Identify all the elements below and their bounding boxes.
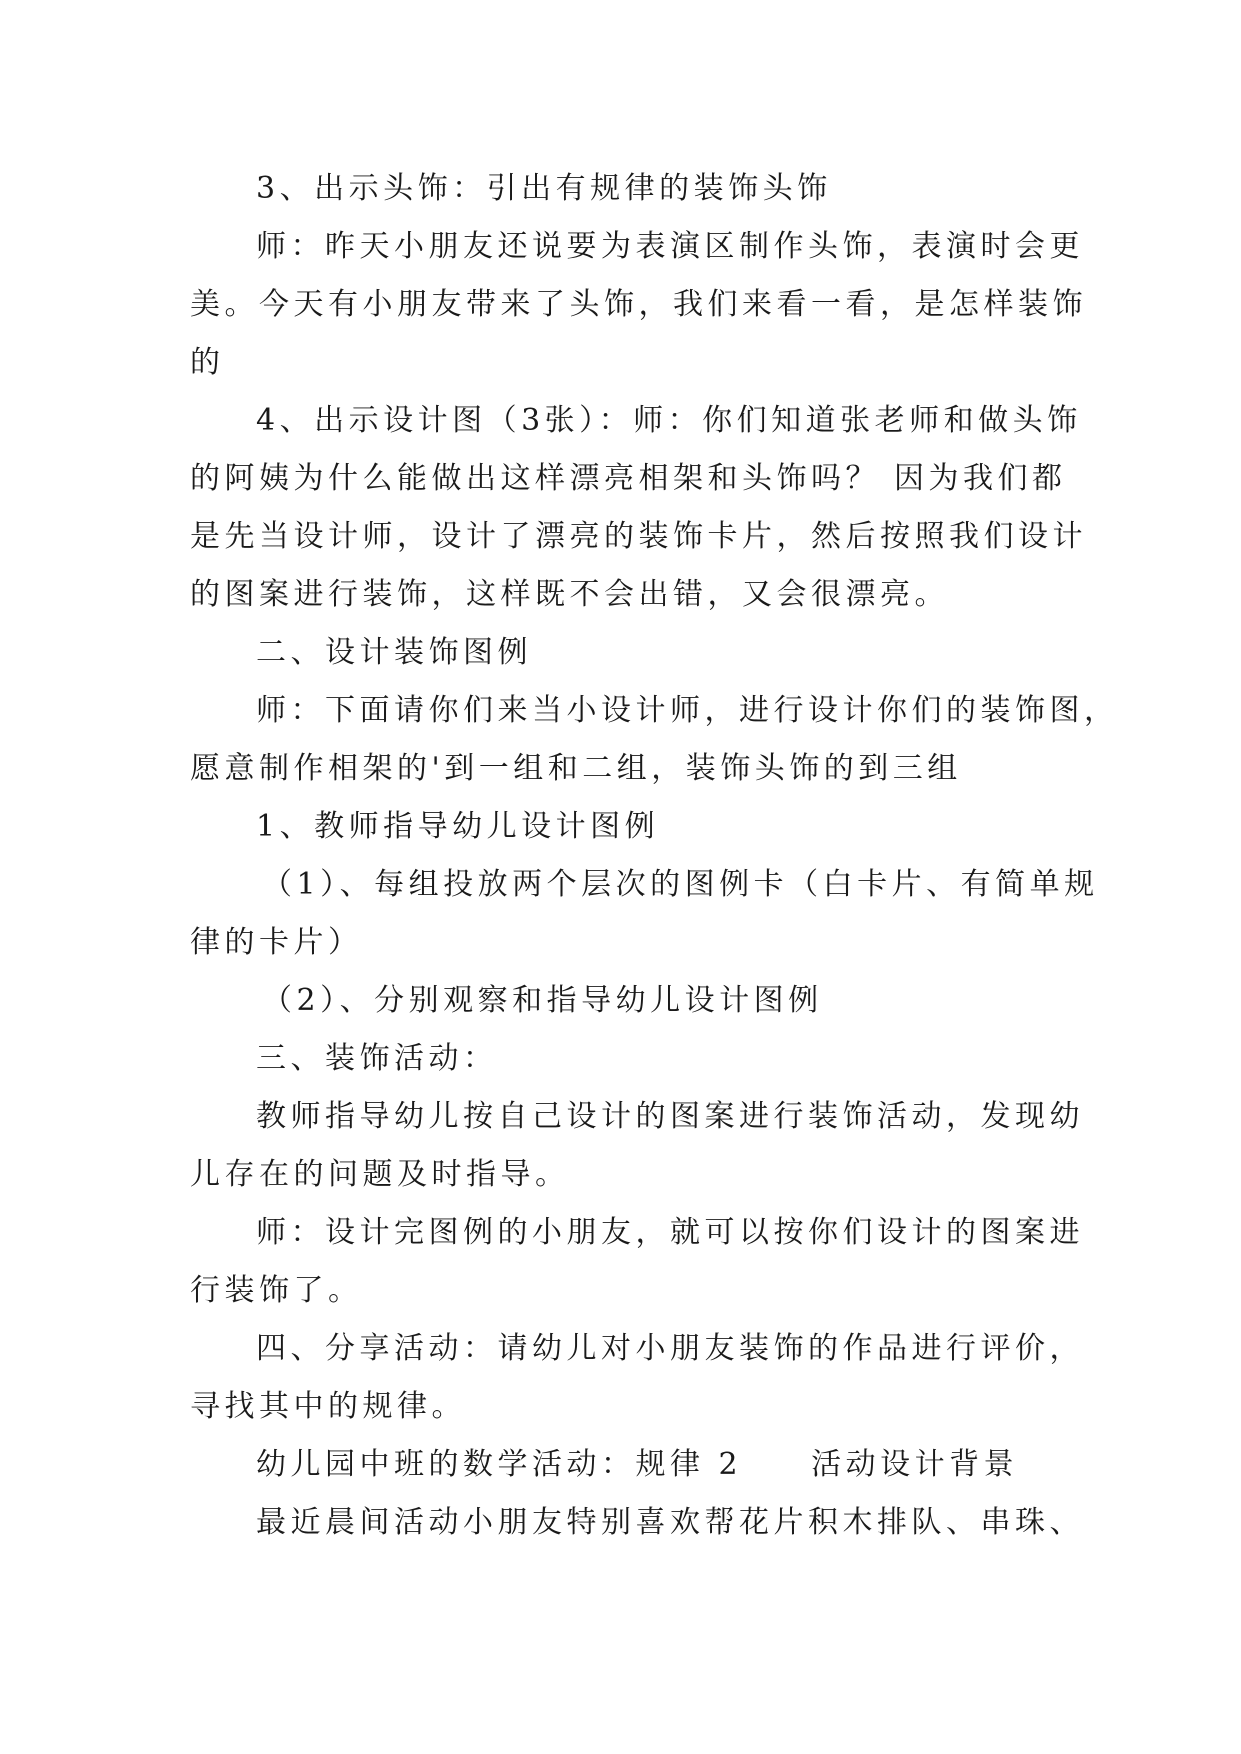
paragraph-line: 的阿姨为什么能做出这样漂亮相架和头饰吗？ 因为我们都: [190, 461, 1067, 496]
paragraph-line: 的: [190, 345, 225, 380]
paragraph-line: 师：下面请你们来当小设计师，进行设计你们的装饰图，: [256, 693, 1119, 728]
document-body: [190, 160, 1119, 1552]
paragraph-line: 4、出示设计图（3张）：师：你们知道张老师和做头饰: [256, 403, 1082, 438]
paragraph-line: 儿存在的问题及时指导。: [190, 1157, 570, 1192]
section-heading: 幼儿园中班的数学活动：规律 2 活动设计背景: [256, 1447, 1019, 1482]
paragraph-line: 3、出示头饰：引出有规律的装饰头饰: [256, 171, 832, 206]
paragraph-line: 行装饰了。: [190, 1273, 363, 1308]
section-heading: 二、设计装饰图例: [256, 635, 532, 670]
section-heading: 三、装饰活动：: [256, 1041, 498, 1076]
paragraph-line: 师：设计完图例的小朋友，就可以按你们设计的图案进: [256, 1215, 1084, 1250]
section-heading: 四、分享活动：请幼儿对小朋友装饰的作品进行评价，: [256, 1331, 1084, 1366]
paragraph-line: 教师指导幼儿按自己设计的图案进行装饰活动，发现幼: [256, 1099, 1084, 1134]
paragraph-line: 最近晨间活动小朋友特别喜欢帮花片积木排队、串珠、: [256, 1505, 1084, 1540]
paragraph-line: 美。今天有小朋友带来了头饰，我们来看一看，是怎样装饰: [190, 287, 1087, 322]
paragraph-line: 1、教师指导幼儿设计图例: [256, 809, 660, 844]
paragraph-line: （1）、每组投放两个层次的图例卡（白卡片、有简单规: [262, 867, 1099, 902]
paragraph-line: 师：昨天小朋友还说要为表演区制作头饰，表演时会更: [256, 229, 1084, 264]
paragraph-line: （2）、分别观察和指导幼儿设计图例: [262, 983, 823, 1018]
paragraph-line: 是先当设计师，设计了漂亮的装饰卡片，然后按照我们设计: [190, 519, 1087, 554]
paragraph-line: 律的卡片）: [190, 925, 363, 960]
paragraph-line: 的图案进行装饰，这样既不会出错，又会很漂亮。: [190, 577, 949, 612]
paragraph-line: 寻找其中的规律。: [190, 1389, 466, 1424]
paragraph-line: 愿意制作相架的'到一组和二组，装饰头饰的到三组: [190, 751, 962, 786]
